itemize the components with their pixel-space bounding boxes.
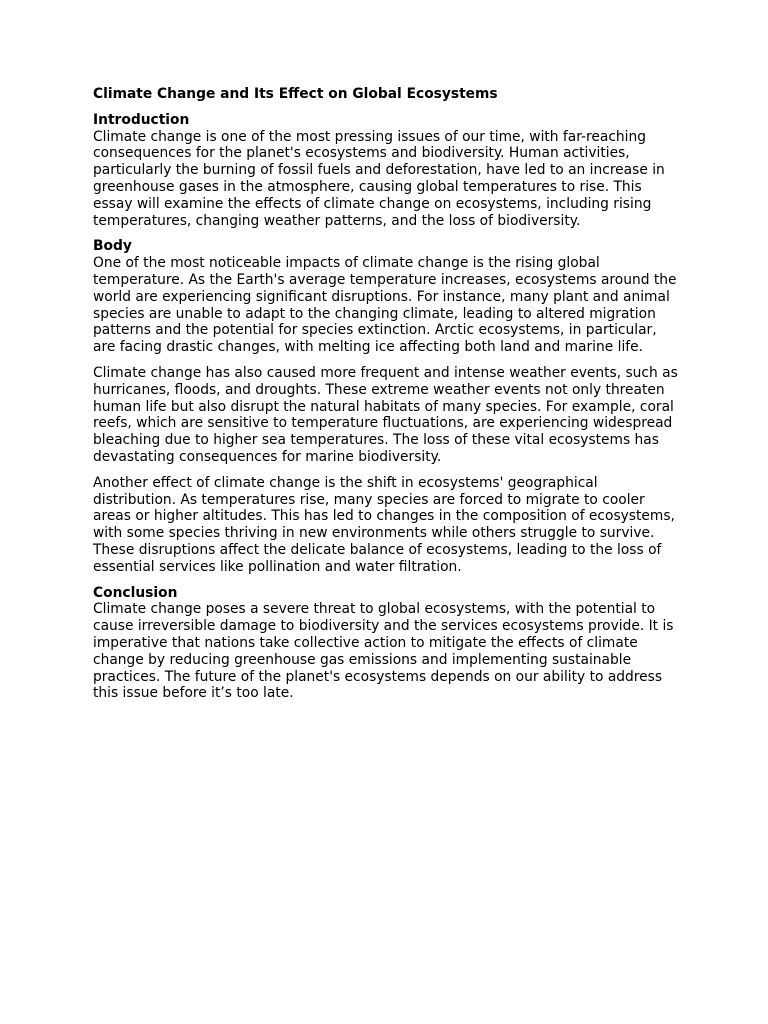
introduction-section bbox=[93, 112, 683, 230]
document-content bbox=[93, 86, 683, 711]
body-section bbox=[93, 238, 683, 575]
body-paragraph-1: One of the most noticeable impacts of climate change is the rising global temperature. As the Earth's average temperature increases, ecosystems around the world are experiencing significant disruptions. For instance, many plant and animal species are unable to adapt to the changing climate, leading to altered migration patterns and the potential for species extinction. Arctic ecosystems, in particular, are facing drastic changes, with melting ice affecting both land and marine life. bbox=[93, 255, 677, 356]
body-heading: Body bbox=[93, 238, 132, 255]
conclusion-section bbox=[93, 585, 683, 703]
document-title: Climate Change and Its Effect on Global Ecosystems bbox=[93, 86, 498, 102]
conclusion-paragraph: Climate change poses a severe threat to global ecosystems, with the potential to cause irreversible damage to biodiversity and the services ecosystems provide. It is imperative that nations take collective action to mitigate the effects of climate change by reducing greenhouse gas emissions and implementing sustainable practices. The future of the planet's ecosystems depends on our ability to address this issue before it’s too late. bbox=[93, 601, 674, 702]
body-paragraph-3: Another effect of climate change is the shift in ecosystems' geographical distribution. As temperatures rise, many species are forced to migrate to cooler areas or higher altitudes. This has led to changes in the composition of ecosystems, with some species thriving in new environments while others struggle to survive. These disruptions affect the delicate balance of ecosystems, leading to the loss of essential services like pollination and water filtration. bbox=[93, 474, 675, 575]
body-paragraph-2: Climate change has also caused more frequent and intense weather events, such as hurricanes, floods, and droughts. These extreme weather events not only threaten human life but also disrupt the natural habitats of many species. For example, coral reefs, which are sensitive to temperature fluctuations, are experiencing widespread bleaching due to higher sea temperatures. The loss of these vital ecosystems has devastating consequences for marine biodiversity. bbox=[93, 364, 678, 465]
introduction-heading: Introduction bbox=[93, 111, 190, 128]
conclusion-heading: Conclusion bbox=[93, 584, 178, 601]
introduction-paragraph: Climate change is one of the most pressing issues of our time, with far-reaching consequences for the planet's ecosystems and biodiversity. Human activities, particularly the burning of fossil fuels and deforestation, have led to an increase in greenhouse gases in the atmosphere, causing global temperatures to rise. This essay will examine the effects of climate change on ecosystems, including rising temperatures, changing weather patterns, and the loss of biodiversity. bbox=[93, 128, 665, 229]
